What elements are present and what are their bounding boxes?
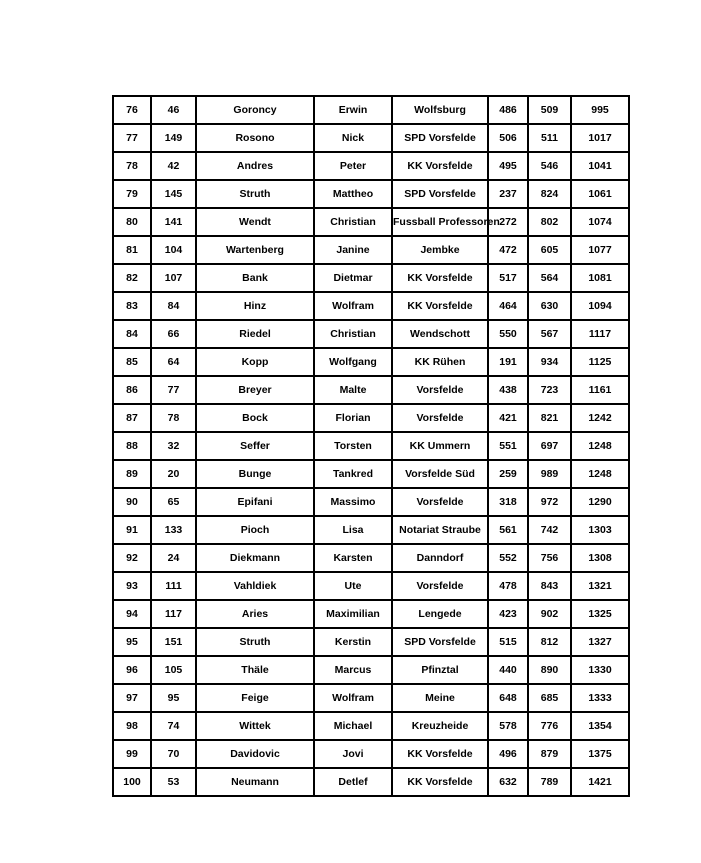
table-row	[113, 684, 629, 712]
table-cell: 89	[113, 460, 151, 488]
table-cell: 104	[151, 236, 196, 264]
table-row	[113, 152, 629, 180]
table-cell: 149	[151, 124, 196, 152]
table-cell: 567	[528, 320, 571, 348]
table-cell: 74	[151, 712, 196, 740]
table-cell: Erwin	[314, 96, 392, 124]
table-cell: 85	[113, 348, 151, 376]
table-cell: 53	[151, 768, 196, 796]
table-cell: Pfinztal	[392, 656, 488, 684]
table-cell: 20	[151, 460, 196, 488]
table-cell: 92	[113, 544, 151, 572]
table-cell: 824	[528, 180, 571, 208]
table-cell: 88	[113, 432, 151, 460]
table-cell: Feige	[196, 684, 314, 712]
table-cell: Struth	[196, 180, 314, 208]
table-cell: KK Vorsfelde	[392, 740, 488, 768]
table-cell: Epifani	[196, 488, 314, 516]
table-cell: 97	[113, 684, 151, 712]
table-cell: 723	[528, 376, 571, 404]
table-cell: 440	[488, 656, 528, 684]
table-cell: 1308	[571, 544, 629, 572]
table-cell: Mattheo	[314, 180, 392, 208]
table-cell: 496	[488, 740, 528, 768]
table-cell: 472	[488, 236, 528, 264]
table-cell: 1074	[571, 208, 629, 236]
table-cell: 1303	[571, 516, 629, 544]
table-cell: 648	[488, 684, 528, 712]
table-cell: Kopp	[196, 348, 314, 376]
table-cell: 1017	[571, 124, 629, 152]
table-cell: Breyer	[196, 376, 314, 404]
table-cell: Lengede	[392, 600, 488, 628]
table-cell: Vorsfelde Süd	[392, 460, 488, 488]
table-cell: 550	[488, 320, 528, 348]
table-cell: 191	[488, 348, 528, 376]
table-cell: 552	[488, 544, 528, 572]
table-cell: Wendt	[196, 208, 314, 236]
table-cell: 1327	[571, 628, 629, 656]
table-cell: 76	[113, 96, 151, 124]
table-row	[113, 600, 629, 628]
table-cell: Christian	[314, 320, 392, 348]
table-cell: 1290	[571, 488, 629, 516]
table-cell: Struth	[196, 628, 314, 656]
table-cell: Florian	[314, 404, 392, 432]
table-cell: Maximilian	[314, 600, 392, 628]
table-cell: Vorsfelde	[392, 376, 488, 404]
table-cell: 98	[113, 712, 151, 740]
table-cell: Rosono	[196, 124, 314, 152]
table-cell: Wolfram	[314, 292, 392, 320]
table-cell: 77	[113, 124, 151, 152]
table-row	[113, 208, 629, 236]
table-row	[113, 544, 629, 572]
table-cell: KK Vorsfelde	[392, 264, 488, 292]
table-cell: 464	[488, 292, 528, 320]
table-cell: 843	[528, 572, 571, 600]
table-cell: Detlef	[314, 768, 392, 796]
table-cell: 561	[488, 516, 528, 544]
table-cell: KK Rühen	[392, 348, 488, 376]
table-cell: Christian	[314, 208, 392, 236]
table-cell: 1094	[571, 292, 629, 320]
table-cell: 506	[488, 124, 528, 152]
table-cell: Wolfsburg	[392, 96, 488, 124]
table-cell: Jembke	[392, 236, 488, 264]
table-cell: 1077	[571, 236, 629, 264]
table-cell: 99	[113, 740, 151, 768]
table-cell: 78	[113, 152, 151, 180]
table-cell: 605	[528, 236, 571, 264]
table-cell: Vorsfelde	[392, 488, 488, 516]
table-cell: Danndorf	[392, 544, 488, 572]
table-cell: 509	[528, 96, 571, 124]
table-cell: 1248	[571, 432, 629, 460]
table-cell: SPD Vorsfelde	[392, 628, 488, 656]
table-cell: 1421	[571, 768, 629, 796]
table-cell: 756	[528, 544, 571, 572]
table-cell: Peter	[314, 152, 392, 180]
table-cell: 272	[488, 208, 528, 236]
table-row	[113, 628, 629, 656]
table-cell: 24	[151, 544, 196, 572]
table-cell: 96	[113, 656, 151, 684]
table-cell: 632	[488, 768, 528, 796]
table-cell: Vorsfelde	[392, 404, 488, 432]
table-cell: Nick	[314, 124, 392, 152]
table-cell: Michael	[314, 712, 392, 740]
table-cell: 438	[488, 376, 528, 404]
table-row	[113, 96, 629, 124]
table-row	[113, 572, 629, 600]
table-cell: Goroncy	[196, 96, 314, 124]
table-cell: 578	[488, 712, 528, 740]
table-cell: 515	[488, 628, 528, 656]
table-row	[113, 376, 629, 404]
table-row	[113, 656, 629, 684]
table-cell: Kreuzheide	[392, 712, 488, 740]
table-cell: 1333	[571, 684, 629, 712]
table-cell: 685	[528, 684, 571, 712]
table-cell: 81	[113, 236, 151, 264]
table-cell: 995	[571, 96, 629, 124]
table-cell: KK Vorsfelde	[392, 152, 488, 180]
table-cell: 111	[151, 572, 196, 600]
table-row	[113, 236, 629, 264]
table-cell: 1242	[571, 404, 629, 432]
table-cell: 630	[528, 292, 571, 320]
results-table	[112, 95, 630, 797]
table-cell: 259	[488, 460, 528, 488]
table-cell: Neumann	[196, 768, 314, 796]
table-cell: Vahldiek	[196, 572, 314, 600]
table-cell: 890	[528, 656, 571, 684]
table-cell: 65	[151, 488, 196, 516]
table-cell: Bunge	[196, 460, 314, 488]
table-cell: Fussball Professoren	[392, 208, 488, 236]
table-cell: 1125	[571, 348, 629, 376]
table-cell: Davidovic	[196, 740, 314, 768]
table-cell: 989	[528, 460, 571, 488]
table-cell: Meine	[392, 684, 488, 712]
table-row	[113, 320, 629, 348]
table-cell: 117	[151, 600, 196, 628]
table-cell: 70	[151, 740, 196, 768]
table-cell: Janine	[314, 236, 392, 264]
table-cell: Dietmar	[314, 264, 392, 292]
table-cell: Aries	[196, 600, 314, 628]
table-cell: 133	[151, 516, 196, 544]
table-cell: 95	[151, 684, 196, 712]
table-cell: Massimo	[314, 488, 392, 516]
table-cell: 46	[151, 96, 196, 124]
table-cell: 511	[528, 124, 571, 152]
table-cell: 1117	[571, 320, 629, 348]
table-cell: 972	[528, 488, 571, 516]
table-cell: 551	[488, 432, 528, 460]
table-cell: 546	[528, 152, 571, 180]
table-row	[113, 404, 629, 432]
table-cell: 64	[151, 348, 196, 376]
table-cell: Lisa	[314, 516, 392, 544]
table-cell: KK Vorsfelde	[392, 768, 488, 796]
table-cell: 151	[151, 628, 196, 656]
table-cell: Tankred	[314, 460, 392, 488]
table-cell: 80	[113, 208, 151, 236]
table-cell: Riedel	[196, 320, 314, 348]
table-cell: 42	[151, 152, 196, 180]
table-row	[113, 264, 629, 292]
table-row	[113, 768, 629, 796]
table-cell: 1330	[571, 656, 629, 684]
table-row	[113, 740, 629, 768]
table-cell: 1375	[571, 740, 629, 768]
table-cell: 79	[113, 180, 151, 208]
table-cell: Diekmann	[196, 544, 314, 572]
table-cell: KK Ummern	[392, 432, 488, 460]
table-cell: KK Vorsfelde	[392, 292, 488, 320]
table-cell: Wolfgang	[314, 348, 392, 376]
table-cell: 879	[528, 740, 571, 768]
table-cell: 78	[151, 404, 196, 432]
table-cell: SPD Vorsfelde	[392, 180, 488, 208]
table-cell: Notariat Straube	[392, 516, 488, 544]
table-row	[113, 488, 629, 516]
table-cell: 486	[488, 96, 528, 124]
table-cell: Seffer	[196, 432, 314, 460]
table-cell: 1161	[571, 376, 629, 404]
table-cell: 107	[151, 264, 196, 292]
table-cell: 564	[528, 264, 571, 292]
table-cell: 478	[488, 572, 528, 600]
table-cell: 789	[528, 768, 571, 796]
table-cell: 32	[151, 432, 196, 460]
table-cell: Kerstin	[314, 628, 392, 656]
table-row	[113, 712, 629, 740]
table-cell: 1354	[571, 712, 629, 740]
table-cell: 82	[113, 264, 151, 292]
table-cell: Wolfram	[314, 684, 392, 712]
table-cell: 77	[151, 376, 196, 404]
table-row	[113, 180, 629, 208]
table-cell: Ute	[314, 572, 392, 600]
table-cell: Jovi	[314, 740, 392, 768]
table-cell: Malte	[314, 376, 392, 404]
table-row	[113, 292, 629, 320]
table-cell: 517	[488, 264, 528, 292]
table-cell: Wendschott	[392, 320, 488, 348]
table-cell: Bock	[196, 404, 314, 432]
table-row	[113, 516, 629, 544]
table-cell: 87	[113, 404, 151, 432]
table-cell: Andres	[196, 152, 314, 180]
table-cell: 95	[113, 628, 151, 656]
table-cell: 90	[113, 488, 151, 516]
table-cell: 105	[151, 656, 196, 684]
table-cell: 1325	[571, 600, 629, 628]
table-cell: Hinz	[196, 292, 314, 320]
table-cell: 318	[488, 488, 528, 516]
table-cell: 100	[113, 768, 151, 796]
table-cell: 1321	[571, 572, 629, 600]
table-cell: 84	[113, 320, 151, 348]
table-cell: Pioch	[196, 516, 314, 544]
table-cell: 141	[151, 208, 196, 236]
table-cell: Bank	[196, 264, 314, 292]
table-cell: 495	[488, 152, 528, 180]
table-cell: 237	[488, 180, 528, 208]
table-cell: 1041	[571, 152, 629, 180]
table-row	[113, 124, 629, 152]
table-cell: 934	[528, 348, 571, 376]
table-cell: Torsten	[314, 432, 392, 460]
table-cell: 821	[528, 404, 571, 432]
table-row	[113, 348, 629, 376]
table-cell: Thäle	[196, 656, 314, 684]
table-cell: 1081	[571, 264, 629, 292]
table-cell: 93	[113, 572, 151, 600]
table-cell: 697	[528, 432, 571, 460]
table-cell: 902	[528, 600, 571, 628]
table-cell: 66	[151, 320, 196, 348]
table-cell: 423	[488, 600, 528, 628]
table-cell: 94	[113, 600, 151, 628]
table-row	[113, 460, 629, 488]
table-cell: 83	[113, 292, 151, 320]
table-cell: Wittek	[196, 712, 314, 740]
table-cell: Vorsfelde	[392, 572, 488, 600]
table-cell: 776	[528, 712, 571, 740]
table-cell: 91	[113, 516, 151, 544]
table-cell: 86	[113, 376, 151, 404]
table-cell: 145	[151, 180, 196, 208]
table-cell: Wartenberg	[196, 236, 314, 264]
table-cell: Marcus	[314, 656, 392, 684]
table-cell: Karsten	[314, 544, 392, 572]
table-cell: SPD Vorsfelde	[392, 124, 488, 152]
table-cell: 812	[528, 628, 571, 656]
table-cell: 1248	[571, 460, 629, 488]
table-cell: 802	[528, 208, 571, 236]
table-row	[113, 432, 629, 460]
table-cell: 84	[151, 292, 196, 320]
table-cell: 1061	[571, 180, 629, 208]
table-cell: 742	[528, 516, 571, 544]
table-cell: 421	[488, 404, 528, 432]
